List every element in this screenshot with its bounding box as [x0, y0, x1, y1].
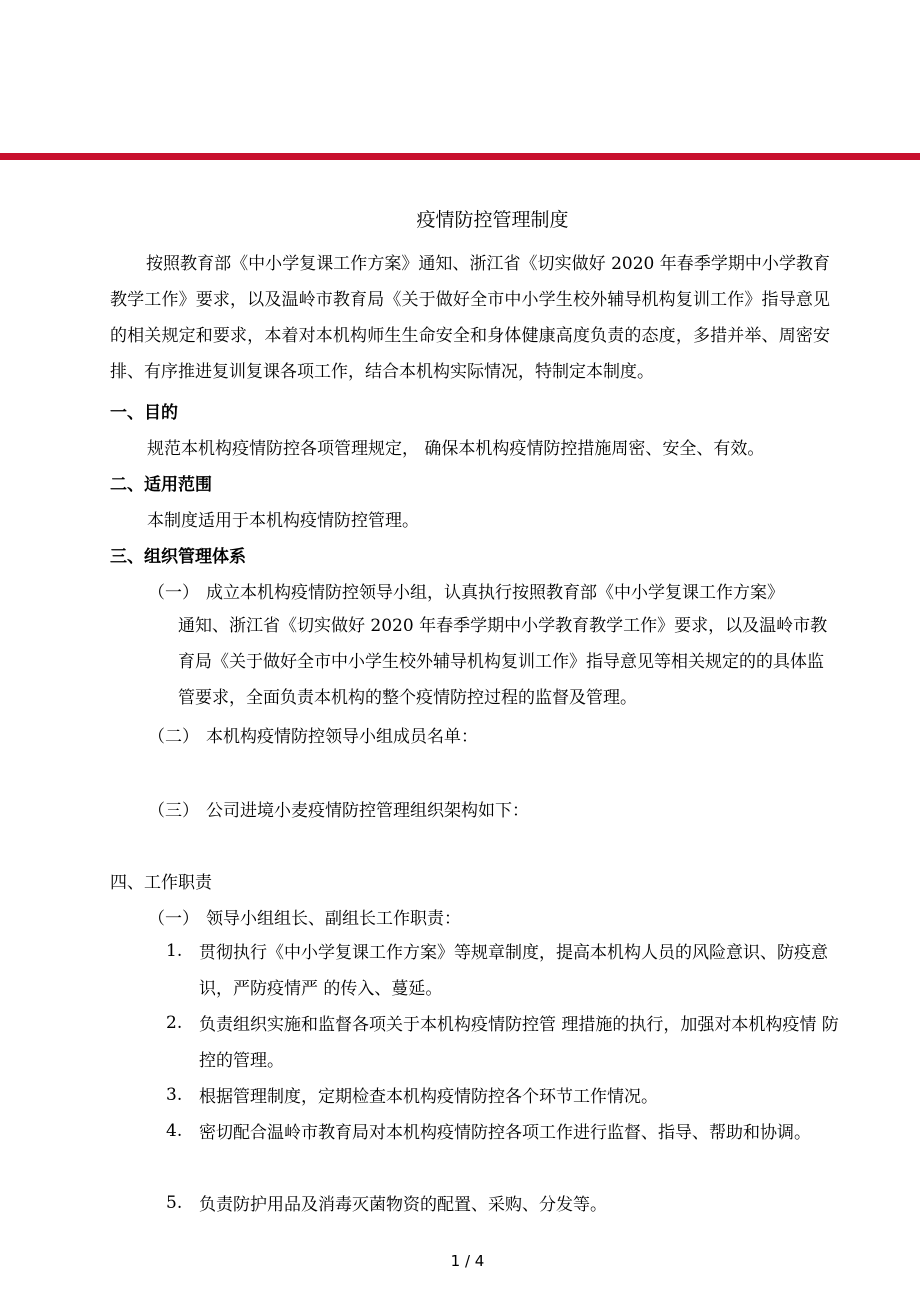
section-1-heading: 一、目的: [110, 403, 178, 423]
list-item-text: 根据管理制度，定期检查本机构疫情防控各个环节工作情况。: [199, 1087, 658, 1107]
list-item-text: 密切配合温岭市教育局对本机构疫情防控各项工作进行监督、指导、帮助和协调。: [199, 1123, 811, 1143]
header-rule: [0, 153, 920, 160]
subsection-text: 公司进境小麦疫情防控管理组织架构如下：: [206, 801, 529, 821]
list-item-text: 贯彻执行《中小学复课工作方案》等规章制度，提高本机构人员的风险意识、防疫意识，严防疫情严 的传入、蔓延。: [199, 943, 828, 999]
subsection-3-2: [148, 722, 478, 747]
section-4-heading: 四、工作职责: [110, 873, 212, 893]
list-item-number: 1.: [166, 941, 183, 961]
list-item-number: 3.: [166, 1085, 183, 1105]
subsection-number: （二）: [148, 727, 199, 747]
subsection-text: 领导小组组长、副组长工作职责：: [206, 909, 461, 929]
subsection-number: （一）: [148, 583, 199, 603]
section-2-heading: 二、适用范围: [110, 475, 212, 495]
list-item-text: 负责组织实施和监督各项关于本机构疫情防控管 理措施的执行，加强对本机构疫情 防控的管理。: [199, 1015, 839, 1071]
subsection-3-1: [148, 578, 784, 603]
list-item-number: 5.: [166, 1193, 183, 1213]
subsection-number: （三）: [148, 801, 199, 821]
list-item-number: 2.: [166, 1013, 183, 1033]
list-item-text: 负责防护用品及消毒灭菌物资的配置、采购、分发等。: [199, 1195, 607, 1215]
section-1-text: 规范本机构疫情防控各项管理规定， 确保本机构疫情防控措施周密、安全、有效。: [147, 439, 765, 459]
section-3-heading: 三、组织管理体系: [110, 547, 246, 567]
intro-paragraph: 按照教育部《中小学复课工作方案》通知、浙江省《切实做好 2020 年春季学期中小学教育教学工作》要求，以及温岭市教育局《关于做好全市中小学生校外辅导机构复训工作》指导意见的相关规定和要求，本着对本机构师生生命安全和身体健康高度负责的态度，多措并举、周密安排、有序推进复训复课各项工作，结合本机构实际情况，特制定本制度。: [110, 254, 830, 382]
document-title: 疫情防控管理制度: [416, 209, 569, 231]
subsection-first-line: 成立本机构疫情防控领导小组，认真执行按照教育部《中小学复课工作方案》: [206, 583, 784, 603]
subsection-number: （一）: [148, 909, 199, 929]
subsection-3-1-continued: 通知、浙江省《切实做好 2020 年春季学期中小学教育教学工作》要求，以及温岭市教育局《关于做好全市中小学生校外辅导机构复训工作》指导意见等相关规定的的具体监管要求，全面负责本机构的整个疫情防控过程的监督及管理。: [178, 616, 828, 708]
subsection-3-3: [148, 796, 529, 821]
subsection-4-1: [148, 904, 461, 929]
page-number: 1 / 4: [450, 1252, 485, 1270]
list-item-number: 4.: [166, 1121, 183, 1141]
section-2-text: 本制度适用于本机构疫情防控管理。: [147, 511, 419, 531]
subsection-text: 本机构疫情防控领导小组成员名单：: [206, 727, 478, 747]
